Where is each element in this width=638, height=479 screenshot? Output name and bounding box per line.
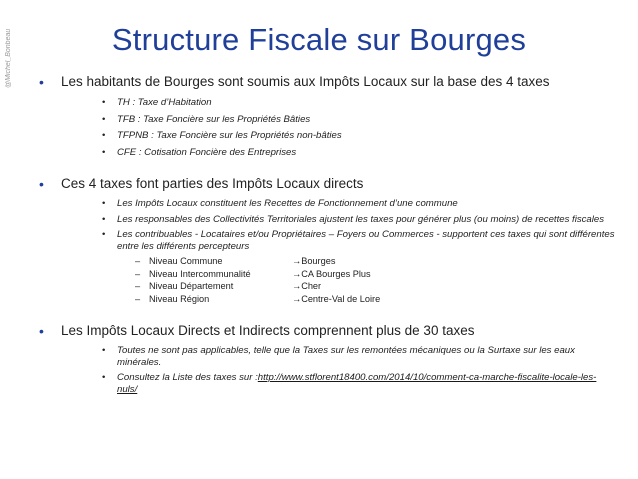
bullet-text: TFB : Taxe Foncière sur les Propriétés Bâties — [117, 113, 311, 125]
bullet-level2 — [36, 198, 616, 210]
bullet-level2 — [36, 114, 616, 126]
section-1 — [36, 74, 616, 158]
bullet-text: Les Impôts Locaux constituent les Recettes de Fonctionnement d’une commune — [117, 198, 458, 209]
level-label: Niveau Commune — [149, 256, 223, 266]
level-row — [36, 268, 616, 281]
bullet-text: Ces 4 taxes font parties des Impôts Locaux directs — [61, 176, 364, 191]
taxes-list-link[interactable]: http://www.stflorent18400.com/2014/10/comment-ca-marche-fiscalite-locale-les-nuls/ — [117, 372, 597, 395]
level-row — [36, 293, 616, 306]
level-label: Niveau Intercommunalité — [149, 268, 251, 279]
bullet-text: Les Impôts Locaux Directs et Indirects comprennent plus de 30 taxes — [61, 323, 475, 338]
bullet-level2 — [36, 147, 616, 159]
bullet-level2 — [36, 372, 616, 395]
bullet-level1 — [36, 323, 616, 339]
dash-icon: – — [135, 268, 141, 279]
level-row — [36, 255, 616, 268]
bullet-level2 — [36, 97, 616, 109]
watermark: @Michel_Bonbeau — [5, 28, 12, 88]
bullet-text: Les responsables des Collectivités Territoriales ajustent les taxes pour générer plus (ou moins) de recettes fiscales — [117, 213, 605, 225]
bullet-icon: • — [102, 113, 106, 125]
bullet-text: TFPNB : Taxe Foncière sur les Propriétés non-bâties — [117, 130, 342, 141]
bullet-text: Les habitants de Bourges sont soumis aux Impôts Locaux sur la base des 4 taxes — [61, 74, 550, 89]
bullet-icon: • — [39, 176, 44, 192]
dash-icon: – — [135, 256, 141, 266]
slide-title: Structure Fiscale sur Bourges — [111, 22, 527, 57]
level-label: Niveau Région — [149, 293, 210, 304]
bullet-icon: • — [39, 74, 44, 90]
dash-icon: – — [135, 293, 141, 304]
bullet-level2 — [36, 130, 616, 142]
level-target: →CA Bourges Plus — [292, 268, 371, 279]
arrow-icon: → — [292, 281, 302, 291]
arrow-icon: → — [292, 293, 302, 304]
arrow-icon: → — [292, 268, 302, 279]
level-target: →Centre-Val de Loire — [292, 293, 381, 304]
bullet-text: Les contribuables - Locataires et/ou Propriétaires – Foyers ou Commerces - supportent ces taxes qui sont différentes entre les différents percepteurs — [117, 229, 615, 252]
bullet-text: TH : Taxe d’Habitation — [117, 97, 212, 108]
section-2 — [36, 176, 616, 305]
bullet-level1 — [36, 74, 616, 90]
bullet-icon: • — [102, 146, 106, 158]
link-prefix: Consultez la Liste des taxes sur : — [117, 372, 258, 383]
level-target: →Bourges — [292, 256, 336, 266]
bullet-icon: • — [102, 213, 106, 225]
bullet-text: Toutes ne sont pas applicables, telle que la Taxes sur les remontées mécaniques ou la Surtaxe sur les eaux minérales. — [117, 345, 575, 368]
bullet-icon: • — [102, 130, 106, 141]
dash-icon: – — [135, 281, 141, 291]
section-3 — [36, 323, 616, 395]
slide-content — [36, 74, 616, 395]
bullet-text: CFE : Cotisation Foncière des Entreprises — [117, 146, 297, 158]
bullet-level2 — [36, 214, 616, 226]
bullet-level1 — [36, 176, 616, 192]
bullet-icon: • — [102, 372, 106, 383]
bullet-icon: • — [102, 97, 106, 108]
bullet-icon: • — [39, 323, 44, 339]
bullet-icon: • — [102, 229, 106, 240]
level-label: Niveau Département — [149, 281, 234, 291]
arrow-icon: → — [292, 256, 302, 266]
bullet-level2 — [36, 229, 616, 252]
bullet-icon: • — [102, 198, 106, 209]
level-target: →Cher — [292, 281, 322, 291]
bullet-icon: • — [102, 345, 106, 356]
level-row — [36, 280, 616, 293]
bullet-level2 — [36, 345, 616, 368]
